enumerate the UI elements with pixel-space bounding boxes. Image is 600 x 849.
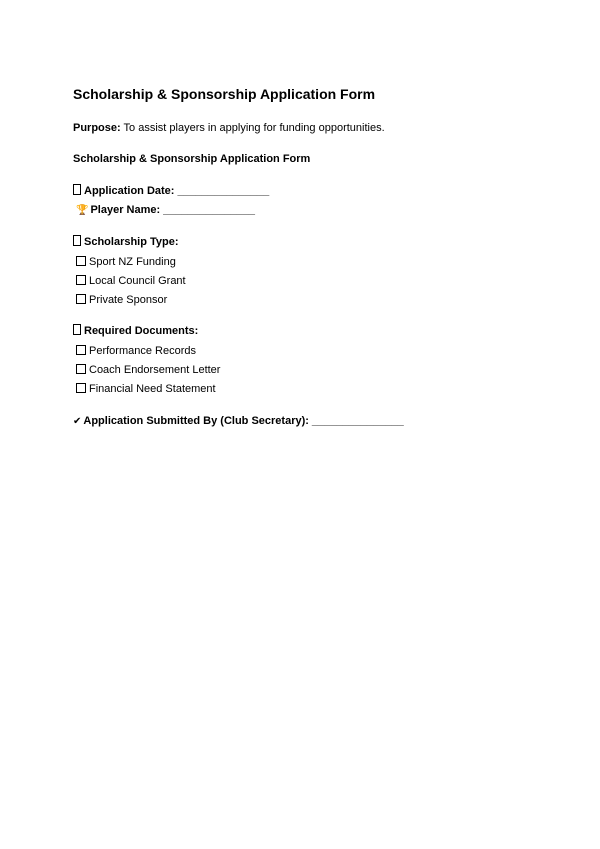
scholarship-type-label: Scholarship Type: (84, 236, 179, 248)
option-label: Financial Need Statement (89, 383, 216, 395)
checkbox-icon[interactable] (76, 256, 86, 266)
calendar-icon (73, 184, 81, 195)
purpose-text: To assist players in applying for funding opportunities. (123, 122, 385, 134)
option-label: Performance Records (89, 345, 196, 357)
form-subtitle: Scholarship & Sponsorship Application Form (73, 153, 311, 165)
checkbox-option[interactable] (76, 274, 186, 288)
player-name-blank[interactable]: _______________ (163, 204, 255, 216)
required-documents-heading (73, 324, 198, 338)
checkbox-icon[interactable] (76, 364, 86, 374)
checkbox-icon[interactable] (76, 383, 86, 393)
submission-blank[interactable]: _______________ (311, 415, 404, 427)
purpose-label: Purpose: (73, 122, 121, 134)
checkbox-option[interactable] (76, 363, 220, 377)
submission-field[interactable] (73, 414, 404, 429)
required-documents-label: Required Documents: (84, 325, 199, 337)
application-date-label: Application Date: (84, 185, 175, 197)
application-date-field[interactable] (73, 184, 269, 198)
application-date-blank[interactable]: _______________ (177, 185, 270, 197)
checkbox-option[interactable] (76, 293, 167, 307)
option-label: Coach Endorsement Letter (89, 364, 221, 376)
player-name-field[interactable] (76, 203, 255, 218)
checkbox-icon[interactable] (76, 275, 86, 285)
document-title: Scholarship & Sponsorship Application Form (73, 86, 376, 102)
scholarship-icon (73, 235, 81, 246)
check-mark-icon: ✔ (73, 416, 82, 427)
checkbox-option[interactable] (76, 255, 176, 269)
option-label: Local Council Grant (89, 275, 186, 287)
option-label: Private Sponsor (89, 294, 168, 306)
checkbox-icon[interactable] (76, 294, 86, 304)
checkbox-option[interactable] (76, 344, 196, 358)
purpose-line (73, 121, 385, 135)
trophy-icon: 🏆 (76, 205, 89, 216)
submission-label: Application Submitted By (Club Secretary): (83, 415, 309, 427)
scholarship-type-heading (73, 235, 179, 249)
documents-icon (73, 324, 81, 335)
checkbox-icon[interactable] (76, 345, 86, 355)
option-label: Sport NZ Funding (89, 256, 176, 268)
checkbox-option[interactable] (76, 382, 216, 396)
player-name-label: Player Name: (90, 204, 161, 216)
